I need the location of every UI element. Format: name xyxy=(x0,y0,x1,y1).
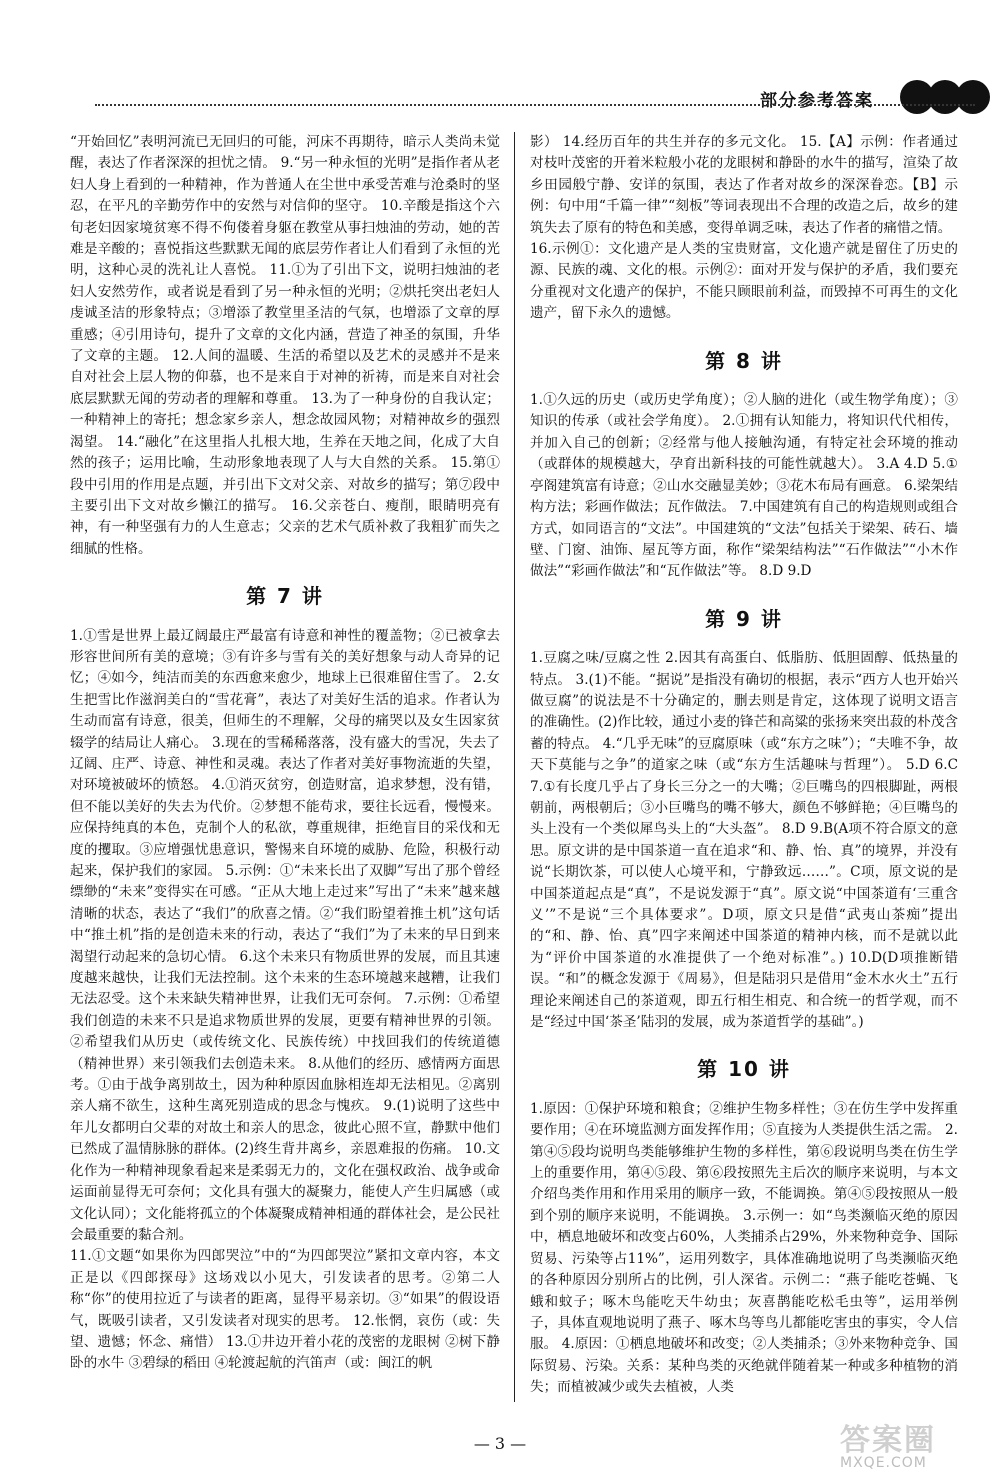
watermark-main: 答案圈 xyxy=(840,1423,936,1458)
watermark-logo xyxy=(840,1415,990,1475)
section-heading-10: 第 10 讲 xyxy=(697,1057,791,1082)
left-column xyxy=(70,132,500,1375)
page-header xyxy=(0,0,1000,110)
answer-paragraph: 1.豆腐之味/豆腐之性 2.因其有高蛋白、低脂肪、低胆固醇、低热量的特点。 3.(1)不能。“据说”是指没有确切的根据，表示“西方人也开始兴做豆腐”的说法是不十分确定的，删去则是肯定，这体现了说明文语言的准确性。(2)作比较，通过小麦的锋芒和高粱的张扬来突出菽的朴茂含蓄的特点。 4.“几乎无味”的豆腐原味（或“东方之味”）；“夫唯不争，故天下莫能与之争”的道家之味（或“东方生活趣味与哲理”）。 5.D 6.C 7.①有长度几乎占了身长三分之一的大嘴；②巨嘴鸟的四根脚趾，两根朝前，两根朝后；③小巨嘴鸟的嘴不够大，颜色不够鲜艳；④巨嘴鸟的头上没有一个类似犀鸟头上的“大头盔”。 8.D 9.B(A项不符合原文的意思。原文讲的是中国茶道一直在追求“和、静、怡、真”的境界，并没有说“长期饮茶，可以使人心境平和，宁静致远……”。C项，原文说的是中国茶道起点是“真”，不是说发源于“真”。原文说“中国茶道有‘三重含义’”不是说“三个具体要求”。D项，原文只是借“武夷山茶痴”提出的“和、静、怡、真”四字来阐述中国茶道的精神内核，而不是就以此为“评价中国茶道的水准提供了一个绝对标准”。) 10.D(D项推断错误。“和”的概念发源于《周易》，但是陆羽只是借用“金木水火土”五行理论来阐述自己的茶道观，即五行相生相克、和合统一的哲学观，而不是“经过中国‘茶圣’陆羽的发展，成为茶道哲学的基础”。) xyxy=(530,650,958,1031)
column-divider xyxy=(514,132,515,1402)
page-number: — 3 — xyxy=(473,1434,527,1453)
header-rule xyxy=(95,104,975,106)
answer-paragraph: 16.示例①：文化遗产是人类的宝贵财富，文化遗产就是留住了历史的源、民族的魂、文化的根。示例②：面对开发与保护的矛盾，我们要充分重视对文化遗产的保护，不能只顾眼前利益，而毁掉不可再生的文化遗产，留下永久的遗憾。 xyxy=(530,241,958,322)
watermark-sub: MXQE.COM xyxy=(840,1455,927,1471)
answer-paragraph: 1.①雪是世界上最辽阔最庄严最富有诗意和神性的覆盖物；②已被拿去形容世间所有美的意境；③有许多与雪有关的美好想象与动人奇异的记忆；④如今，纯洁而美的东西愈来愈少，地球上已很难留住雪了。 2.女生把雪比作滋润美白的“雪花膏”，表达了对美好生活的追求。作者认为生动而富有诗意，很美，但师生的不理解，父母的痛哭以及女生因家贫辍学的结局让人痛心。 3.现在的雪稀稀落落，没有盛大的雪况，失去了辽阔、庄严、诗意、神性和灵魂。表达了作者对美好事物流逝的失望，对环境被破坏的愤怒。 4.①消灭贫穷，创造财富，追求梦想，没有错，但不能以美好的失去为代价。②梦想不能苟求，要往长远看，慢慢来。应保持纯真的本色，克制个人的私欲，尊重规律，拒绝盲目的采伐和无度的攫取。③应增强忧患意识，警惕来自环境的威胁、危险，积极行动起来，保护我们的家园。 5.示例：①“未来长出了双脚”写出了那个曾经缥缈的“未来”变得实在可感。“正从大地上走过来”写出了“未来”越来越清晰的状态，表达了“我们”的欣喜之情。②“我们盼望着推土机”这句话中“推土机”指的是创造未来的行动，表达了“我们”为了未来的早日到来渴望行动起来的急切心情。 6.这个未来只有物质世界的发展，而且其速度越来越快，让我们无法控制。这个未来的生态环境越来越糟，让我们无法忍受。这个未来缺失精神世界，让我们无可奈何。 7.示例：①希望我们创造的未来不只是追求物质世界的发展，更要有精神世界的引领。②希望我们从历史（或传统文化、民族传统）中找回我们的传统道德（精神世界）来引领我们去创造未来。 8.从他们的经历、感情两方面思考。①由于战争离别故土，因为种种原因血脉相连却无法相见。②离别亲人痛不欲生，这种生离死别造成的思念与愧疚。 9.(1)说明了这些中年儿女都明白父辈的对故土和亲人的思念，彼此心照不宣，静默中他们已然成了温情脉脉的群体。(2)终生背井离乡，亲恩难报的伤痛。 10.文化作为一种精神现象看起来是柔弱无力的，文化在强权政治、战争或命运面前显得无可奈何；文化具有强大的凝聚力，能使人产生归属感（或文化认同）；文化能将孤立的个体凝聚成精神相通的群体社会，是公民社会最重要的黏合剂。 xyxy=(70,627,500,1243)
section-heading-8: 第 8 讲 xyxy=(705,348,783,373)
answer-paragraph: 11.①文题“如果你为四郎哭泣”中的“为四郎哭泣”紧扣文章内容，本文正是以《四郎探母》这场戏以小见大，引发读者的思考。②第二人称“你”的使用拉近了与读者的距离，显得平易亲切。③“如果”的假设语气，既吸引读者，又引发读者对现实的思考。 12.怅惘，哀伤（或：失望、遗憾；怀念、痛惜） 13.①井边开着小花的茂密的龙眼树 ②树下静卧的水牛 ③碧绿的稻田 ④轮渡起航的汽笛声（或：闽江的帆 xyxy=(70,1248,500,1372)
right-column xyxy=(530,132,958,1399)
answer-paragraph: 1.①久远的历史（或历史学角度）；②人脑的进化（或生物学角度）；③知识的传承（或社会学角度）。 2.①拥有认知能力，将知识代代相传，并加入自己的创新；②经常与他人接触沟通，有特定社会环境的推动（或群体的规模越大，孕育出新科技的可能性就越大）。 3.A 4.D 5.①亭阁建筑富有诗意；②山水交融显美妙；③花木布局有画意。 6.梁架结构方法；彩画作做法；瓦作做法。 7.中国建筑有自己的构造规则或组合方式，如同语言的“文法”。中国建筑的“文法”包括关于梁架、砖石、墙壁、门窗、油饰、屋瓦等方面，称作“梁架结构法”“石作做法”“小木作做法”“彩画作做法”和“瓦作做法”等。 8.D 9.D xyxy=(530,392,958,580)
header-dot-icon xyxy=(956,80,990,114)
section-heading-7: 第 7 讲 xyxy=(246,584,324,609)
answer-paragraph: 影） 14.经历百年的共生并存的多元文化。 15.【A】示例：作者通过对枝叶茂密的开着米粒般小花的龙眼树和静卧的水牛的描写，渲染了故乡田园般宁静、安详的氛围，表达了作者对故乡的深深眷恋。【B】示例：句中用“千篇一律”“刻板”等词表现出不合理的改造之后，故乡的建筑失去了原有的特色和美感，变得单调乏味，表达了作者的痛惜之情。 xyxy=(530,134,958,236)
header-title: 部分参考答案 xyxy=(760,91,874,111)
answer-paragraph: “开始回忆”表明河流已无回归的可能，河床不再期待，暗示人类尚未觉醒，表达了作者深深的担忧之情。 9.“另一种永恒的光明”是指作者从老妇人身上看到的一种精神，作为普通人在尘世中承受苦难与沧桑时的坚忍，在平凡的辛勤劳作中的安然与对信仰的坚守。 10.辛酸是指这个六旬老妇因家境贫寒不得不佝偻着身躯在教堂从事扫烛油的劳动，她的苦难是辛酸的；喜悦指这些默默无闻的底层劳作者让人们看到了永恒的光明，这种心灵的洗礼让人喜悦。 11.①为了引出下文，说明扫烛油的老妇人安然劳作，或者说是看到了另一种永恒的光明；②烘托突出老妇人虔诚圣洁的形象特点；③增添了教堂里圣洁的气氛，也增添了文章的厚重感；④引用诗句，提升了文章的文化内涵，营造了神圣的氛围，升华了文章的主题。 12.人间的温暖、生活的希望以及艺术的灵感并不是来自对社会上层人物的仰慕，也不是来自于对神的祈祷，而是来自对社会底层默默无闻的劳动者的理解和尊重。 13.为了一种身份的自我认定；一种精神上的寄托；想念家乡亲人，想念故园风物；对精神故乡的强烈渴望。 14.“融化”在这里指人扎根大地，生养在天地之间，化成了大自然的孩子；运用比喻，生动形象地表现了人与大自然的关系。 15.第①段中引用的作用是点题，并引出下文对父亲、对故乡的描写；第⑦段中主要引出下文对故乡懒江的描写。 16.父亲苍白、瘦削，眼睛明亮有神，有一种坚强有力的人生意志；父亲的艺术气质补救了我粗犷而失之细腻的性格。 xyxy=(70,134,500,557)
answer-paragraph: 1.原因：①保护环境和粮食；②维护生物多样性；③在仿生学中发挥重要作用；④在环境监测方面发挥作用；⑤直接为人类提供生活之需。 2.第④⑤段均说明鸟类能够维护生物的多样性，第⑥段说明鸟类在仿生学上的重要作用，第④⑤段、第⑥段按照先主后次的顺序来说明，与本文介绍鸟类作用和作用采用的顺序一致，不能调换。第④⑤段按照从一般到个别的顺序来说明，不能调换。 3.示例一：如“鸟类濒临灭绝的原因中，栖息地破坏和改变占60%，人类捕杀占29%，外来物种竞争、国际贸易、污染等占11%”，运用列数字，具体准确地说明了鸟类濒临灭绝的各种原因分别所占的比例，引人深省。示例二：“燕子能吃苍蝇、飞蛾和蚊子；啄木鸟能吃天牛幼虫；灰喜鹊能吃松毛虫等”，运用举例子，具体直观地说明了燕子、啄木鸟等鸟儿都能吃害虫的事实，令人信服。 4.原因：①栖息地破坏和改变；②人类捕杀；③外来物种竞争、国际贸易、污染。关系：某种鸟类的灭绝就伴随着某一种或多种植物的消失；而植被减少或失去植被，人类 xyxy=(530,1100,958,1396)
section-heading-9: 第 9 讲 xyxy=(705,606,783,631)
